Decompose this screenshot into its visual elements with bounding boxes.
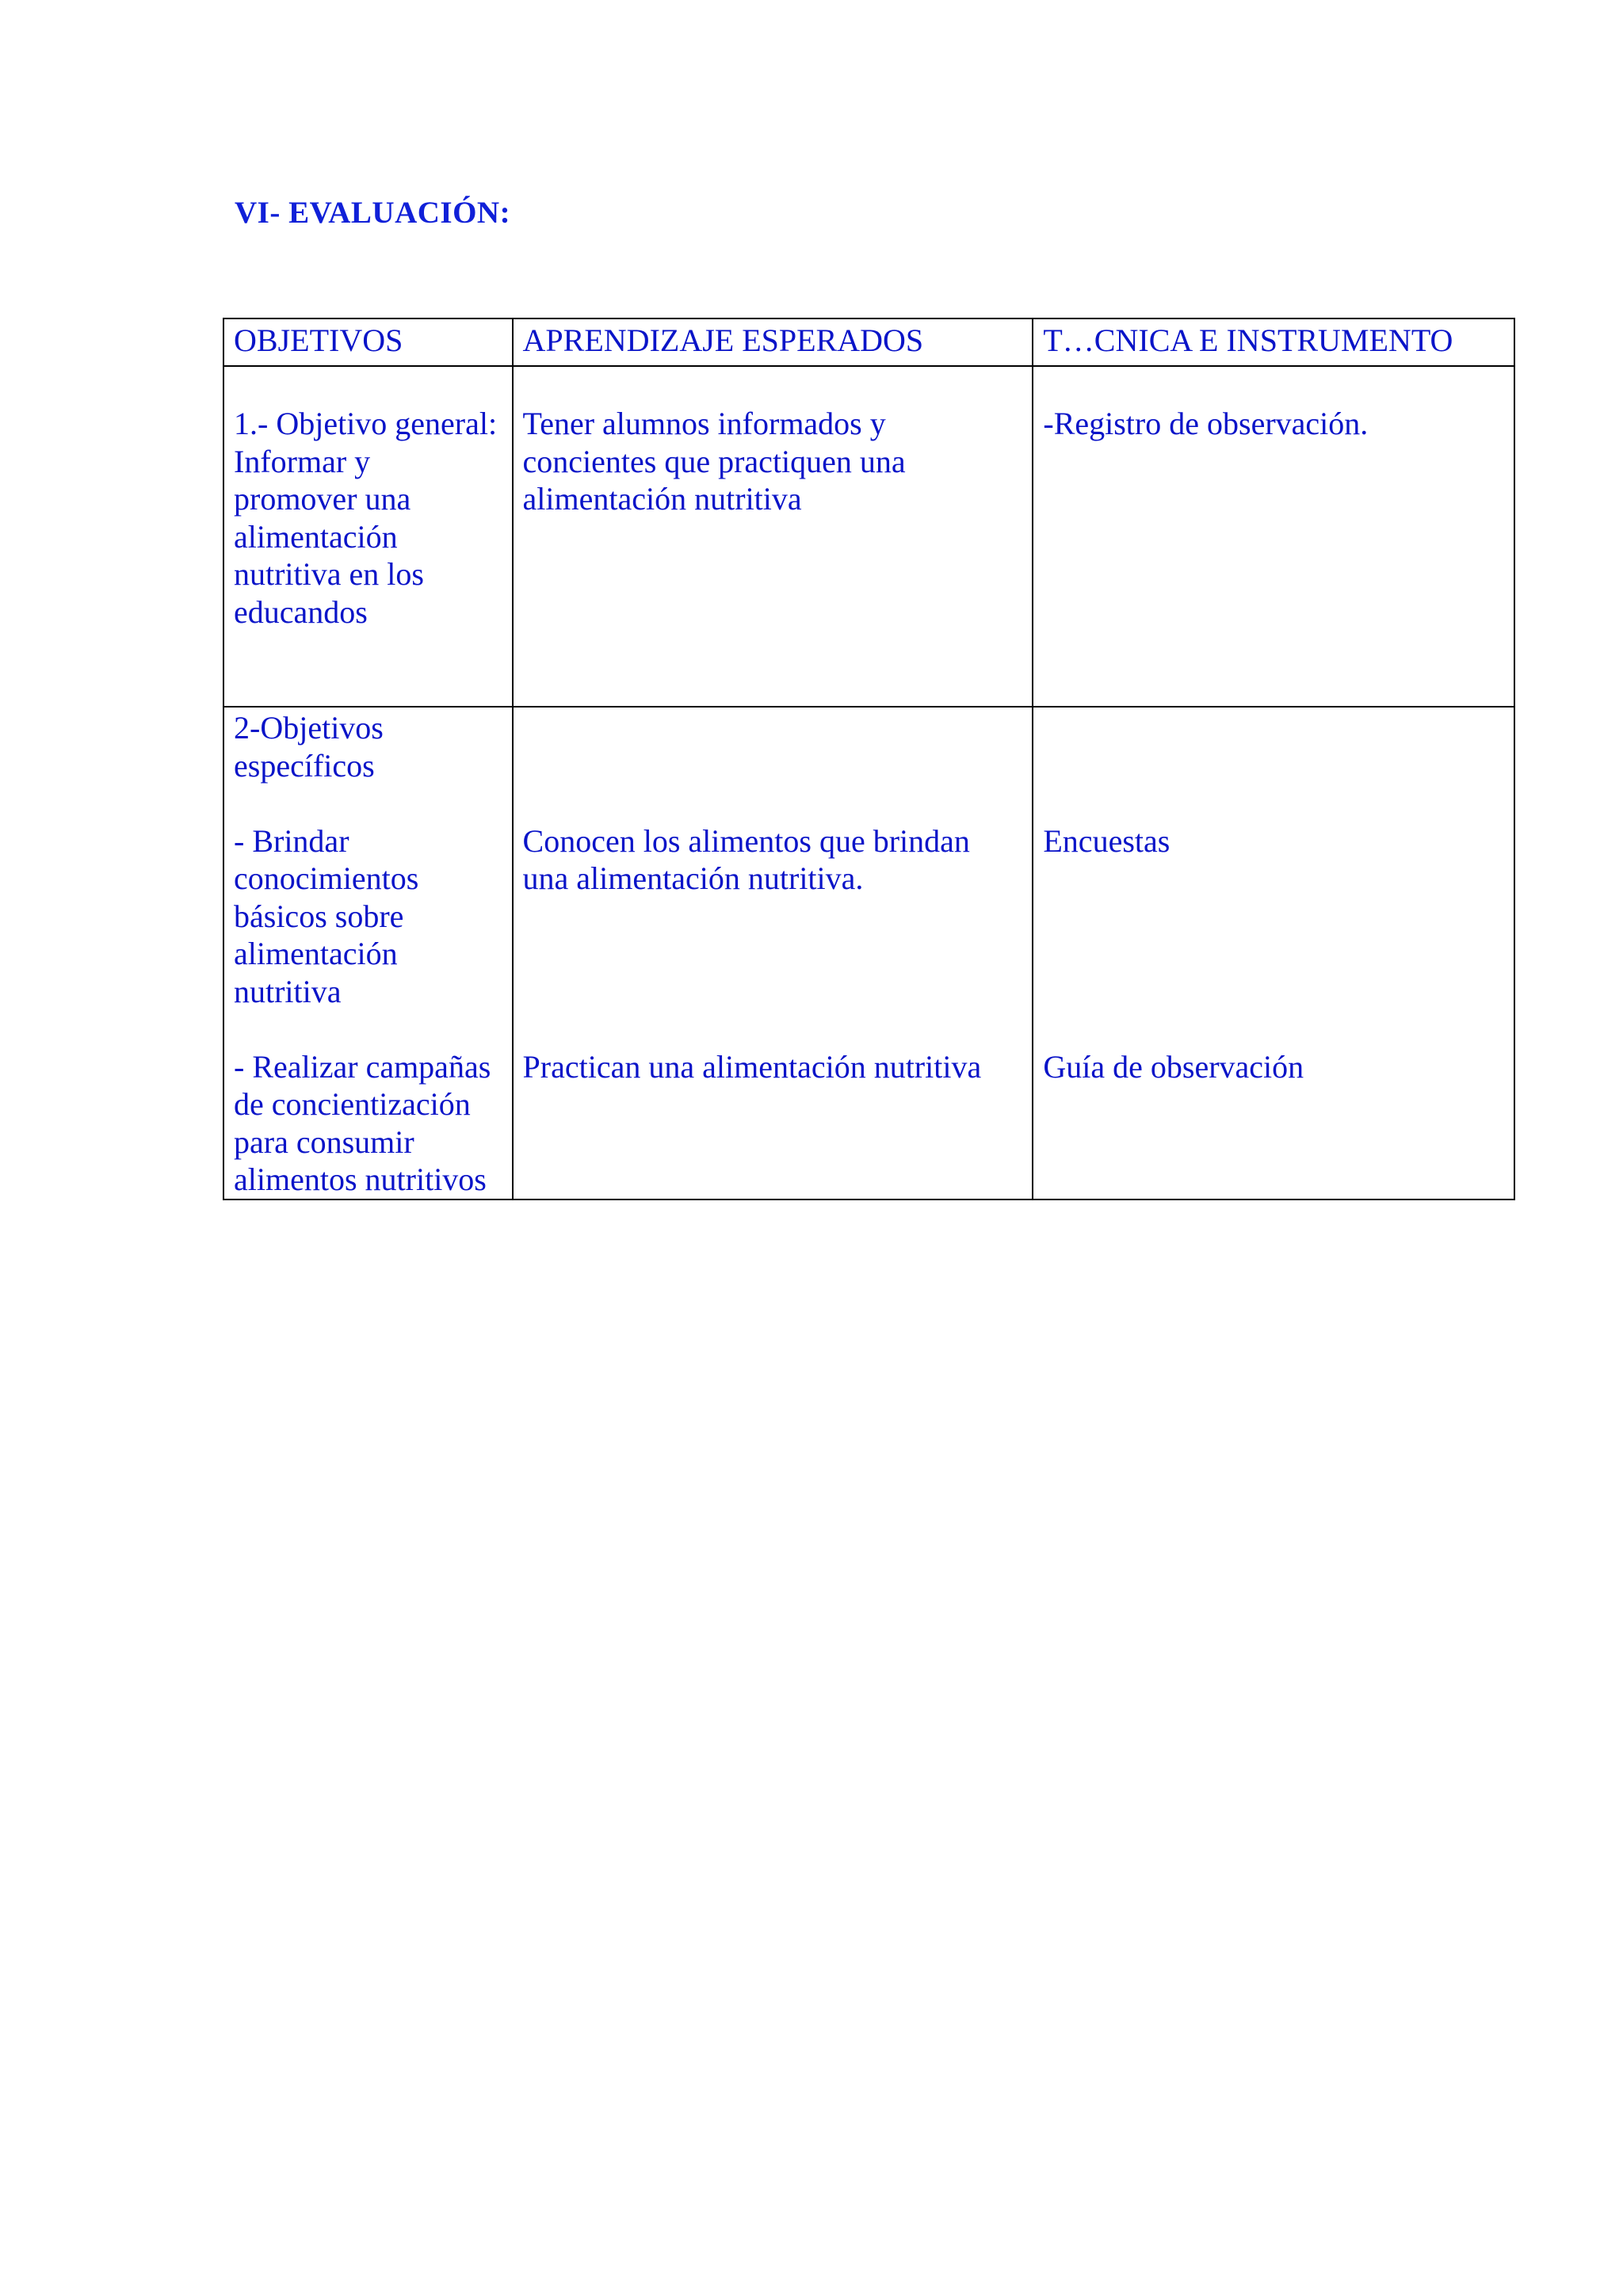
- text-line: específicos: [234, 747, 375, 784]
- text-line: concientes que practiquen una: [522, 443, 906, 479]
- cell-specific-objectives: [223, 707, 513, 1199]
- text-line: alimentación: [234, 936, 398, 971]
- cell-specific-learning: [513, 707, 1033, 1199]
- header-tecnica: T…CNICA E INSTRUMENTO: [1033, 318, 1514, 366]
- table-row: [223, 366, 1514, 707]
- text-line: Tener alumnos informados y: [522, 406, 886, 441]
- text-line: de concientización: [234, 1086, 471, 1122]
- table-row: [223, 707, 1514, 1199]
- text-line: Informar y: [234, 443, 371, 479]
- cell-general-technique: [1033, 366, 1514, 707]
- text-line: Practican una alimentación nutritiva: [522, 1048, 982, 1085]
- text-line: Conocen los alimentos que brindan: [522, 822, 970, 859]
- text-line: alimentación: [234, 518, 398, 555]
- text-line: conocimientos: [234, 860, 419, 896]
- text-line: promover una: [234, 481, 411, 517]
- text-line: nutritiva: [234, 973, 342, 1009]
- cell-specific-technique: [1033, 707, 1514, 1199]
- evaluation-table: [223, 318, 1515, 1200]
- text-line: alimentos nutritivos: [234, 1161, 487, 1197]
- text-line: nutritiva en los: [234, 556, 424, 592]
- header-aprendizaje: APRENDIZAJE ESPERADOS: [513, 318, 1033, 366]
- table-header-row: [223, 318, 1514, 366]
- header-objetivos: OBJETIVOS: [223, 318, 513, 366]
- text-line: 2-Objetivos: [234, 710, 384, 746]
- text-line: Guía de observación: [1043, 1048, 1304, 1085]
- text-line: una alimentación nutritiva.: [522, 860, 864, 896]
- text-line: 1.- Objetivo general:: [234, 406, 498, 441]
- text-line: básicos sobre: [234, 898, 404, 934]
- text-line: educandos: [234, 593, 368, 630]
- text-line: Encuestas: [1043, 822, 1170, 859]
- text-line: alimentación nutritiva: [522, 481, 802, 517]
- section-heading: VI- EVALUACIÓN:: [235, 196, 511, 230]
- cell-general-learning: [513, 366, 1033, 707]
- text-line: - Brindar: [234, 822, 349, 859]
- text-line: - Realizar campañas: [234, 1048, 491, 1085]
- text-line: -Registro de observación.: [1043, 406, 1369, 441]
- cell-general-objective: [223, 366, 513, 707]
- text-line: para consumir: [234, 1123, 414, 1160]
